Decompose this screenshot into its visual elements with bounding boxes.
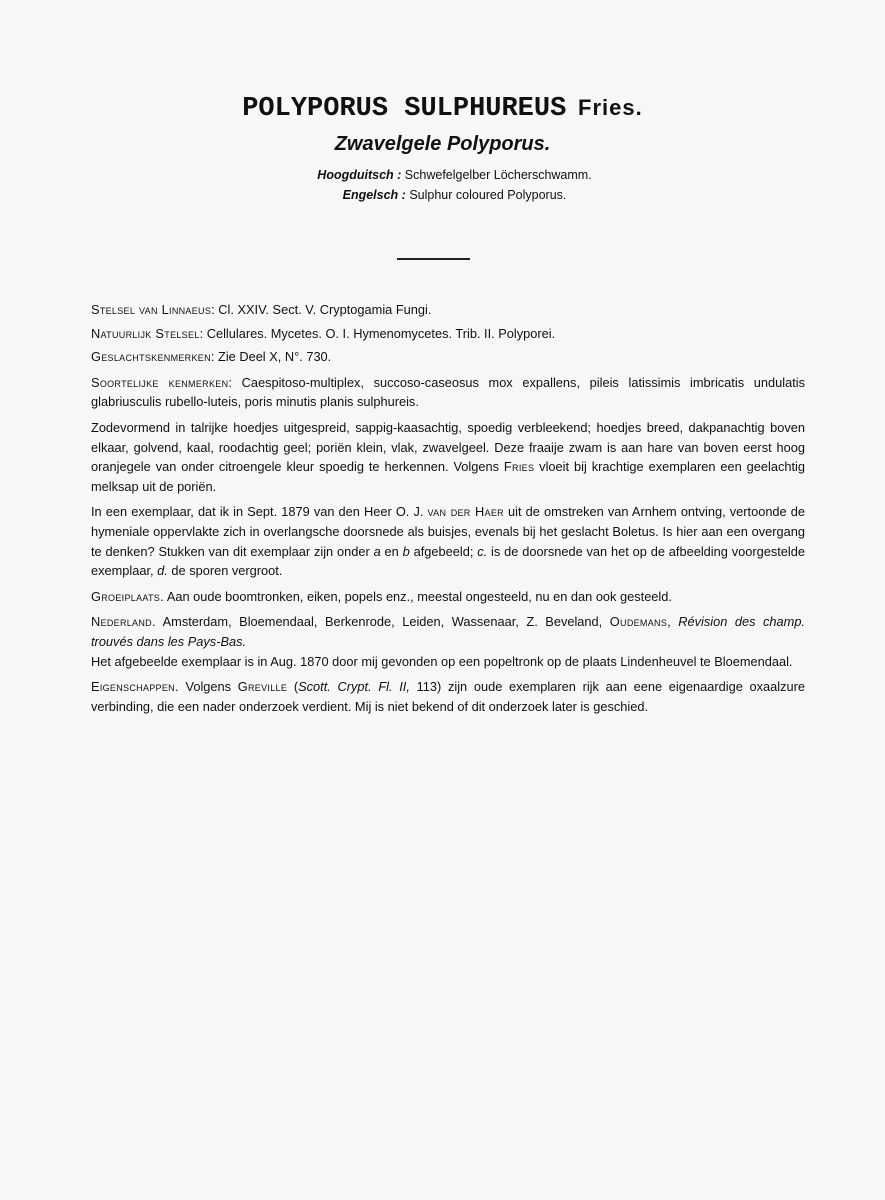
genus-line bbox=[91, 347, 805, 367]
vernacular-lang: Engelsch : bbox=[342, 188, 406, 202]
description-paragraph bbox=[91, 418, 805, 496]
habitat-paragraph bbox=[91, 587, 805, 607]
section-text: : Cl. XXIV. Sect. V. Cryptogamia Fungi. bbox=[211, 302, 432, 317]
citation: Révision des champ. trouvés dans les Pays-Bas. bbox=[91, 614, 805, 649]
citation: Scott. Crypt. Fl. II, bbox=[298, 679, 410, 695]
author-ref: Greville bbox=[237, 679, 288, 695]
species-paragraph bbox=[91, 373, 805, 412]
figure-ref: b bbox=[402, 543, 410, 559]
vernacular-text: Sulphur coloured Polyporus. bbox=[409, 188, 567, 202]
section-text: ( bbox=[287, 679, 299, 695]
section-text: Amsterdam, Bloemendaal, Berkenrode, Leiden, Wassenaar, Z. Beveland, bbox=[155, 614, 610, 630]
section-label: Geslachtskenmerken bbox=[91, 349, 211, 365]
dutch-name: Zwavelgele Polyporus. bbox=[334, 133, 551, 155]
divider-rule bbox=[397, 258, 470, 260]
vernacular-lang: Hoogduitsch : bbox=[317, 168, 402, 182]
body-text bbox=[91, 300, 805, 716]
species-name: POLYPORUS SULPHUREUS bbox=[242, 94, 567, 124]
figure-ref: d. bbox=[157, 563, 168, 579]
section-label: Eigenschappen. bbox=[91, 679, 179, 695]
vernacular-text: Schwefelgelber Löcherschwamm. bbox=[404, 168, 592, 182]
specimen-paragraph bbox=[91, 502, 805, 580]
author-name: Fries. bbox=[578, 95, 643, 120]
paragraph-text: vloeit bij krachtige exemplaren een geelachtig melksap uit de poriën. bbox=[91, 459, 805, 494]
author-ref: Oudemans bbox=[609, 614, 668, 630]
figure-ref: a bbox=[373, 543, 381, 559]
linnaeus-line bbox=[91, 300, 805, 320]
paragraph-text: is de doorsnede van het op de afbeelding voorgestelde exemplaar, bbox=[91, 543, 805, 579]
section-label: Nederland. bbox=[91, 614, 156, 630]
section-text: : Cellulares. Mycetes. O. I. Hymenomycetes. Trib. II. Polyporei. bbox=[199, 325, 556, 341]
netherlands-paragraph bbox=[91, 612, 805, 651]
section-label: Soortelijke kenmerken bbox=[91, 374, 229, 390]
paragraph-text: uit de omstreken van Arnhem ontving, vertoonde de hymeniale oppervlakte zich in overlangsche doorsnede als buisjes, evenals bij het geslacht Boletus. Is hier aan een overgang te denken? Stukken van dit exemplaar zijn onder bbox=[91, 504, 806, 559]
paragraph-text: de sporen vergroot. bbox=[167, 563, 283, 579]
person-ref: van der Haer bbox=[427, 504, 504, 520]
paragraph-text: en bbox=[380, 543, 403, 559]
section-text: Aan oude boomtronken, eiken, popels enz., meestal ongesteeld, nu en dan ook gesteeld. bbox=[163, 588, 672, 604]
paragraph-text: In een exemplaar, dat ik in Sept. 1879 van den Heer O. J. bbox=[91, 504, 428, 520]
title-block bbox=[0, 90, 885, 205]
paragraph-text: Zodevormend in talrijke hoedjes uitgespreid, sappig-kaasachtig, spoedig verbleekend; hoedjes breed, dakpanachtig boven elkaar, golvend, kaal, roodachtig geel; poriën klein, vlak, zwavelgeel. Deze fraaije zwam is aan hare van boven eerst hoog oranjegele van onder citroengele kleur spoedig te herkennen. Volgens bbox=[91, 419, 805, 475]
found-paragraph bbox=[91, 652, 805, 672]
vernacular-english bbox=[0, 185, 885, 205]
section-text: , bbox=[667, 614, 679, 630]
page-title bbox=[0, 90, 885, 125]
section-text: Volgens bbox=[178, 679, 238, 695]
section-label: Groeiplaats. bbox=[91, 588, 164, 604]
figure-ref: c. bbox=[477, 543, 488, 559]
section-text: : Zie Deel X, N°. 730. bbox=[210, 349, 332, 365]
paragraph-text: afgebeeld; bbox=[409, 543, 478, 559]
properties-paragraph bbox=[91, 677, 805, 716]
natural-system-line bbox=[91, 324, 805, 344]
section-text: : Caespitoso-multiplex, succoso-caseosus mox expallens, pileis latissimis imbricatis undulatis glabriusculis rubello-luteis, poris minutis planis sulphureis. bbox=[91, 374, 805, 410]
vernacular-german bbox=[0, 165, 885, 185]
section-label: Natuurlijk Stelsel bbox=[91, 325, 200, 341]
paragraph-text: Het afgebeelde exemplaar is in Aug. 1870 door mij gevonden op een popeltronk op de plaats Lindenheuvel te Bloemendaal. bbox=[91, 653, 793, 669]
section-text: 113) zijn oude exemplaren rijk aan eene eigenaardige oxaalzure verbinding, die een nader onderzoek verdient. Mij is niet bekend of dit onderzoek later is geschied. bbox=[91, 679, 805, 714]
author-ref: Fries bbox=[503, 459, 535, 475]
section-label: Stelsel van Linnaeus bbox=[91, 302, 212, 317]
